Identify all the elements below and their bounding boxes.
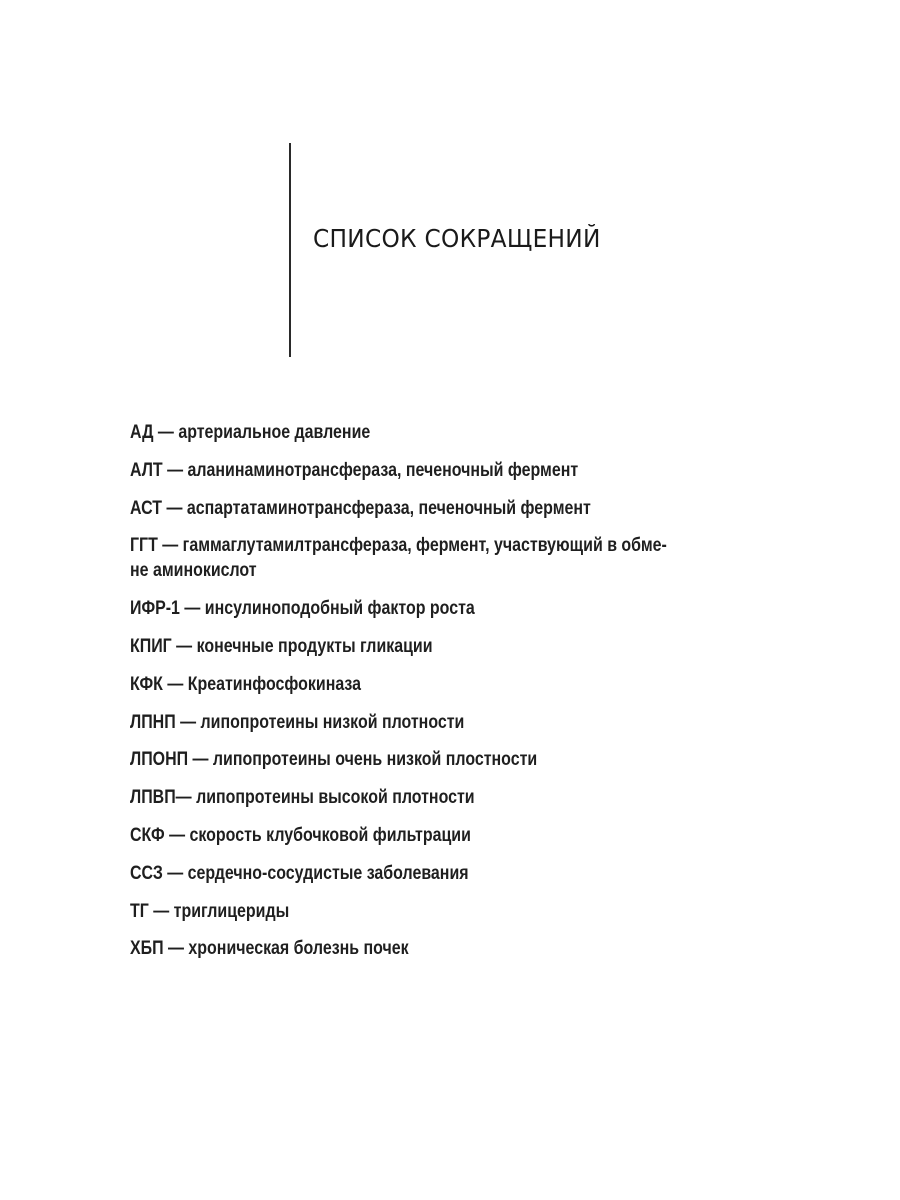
- abbreviation-item: [130, 710, 768, 735]
- abbreviation-separator: —: [162, 673, 188, 695]
- abbreviation-item: [130, 899, 768, 924]
- abbreviation-item: [130, 420, 768, 445]
- abbreviation-item: [130, 823, 768, 848]
- abbreviation-separator: —: [162, 459, 188, 481]
- abbreviation-separator: —: [171, 635, 197, 657]
- abbreviation-term: ГГТ: [130, 535, 158, 557]
- abbreviation-separator: —: [188, 749, 213, 771]
- abbreviation-definition: липопротеины низкой плотности: [200, 711, 465, 733]
- abbreviation-list: [130, 420, 770, 974]
- abbreviation-item: [130, 936, 768, 961]
- abbreviation-item: [130, 596, 768, 621]
- page-title: СПИСОК СОКРАЩЕНИЙ: [313, 224, 601, 253]
- abbreviation-item: [130, 861, 768, 886]
- abbreviation-definition: гаммаглутамилтрансфераза, фермент, участвующий в обме-: [182, 535, 667, 557]
- abbreviation-term: АД: [130, 422, 154, 443]
- abbreviation-separator: —: [179, 598, 205, 620]
- abbreviation-term: КПИГ: [130, 635, 172, 657]
- abbreviation-definition: хроническая болезнь почек: [188, 938, 409, 960]
- abbreviation-term: ЛПНП: [130, 711, 176, 733]
- abbreviation-definition: конечные продукты гликации: [196, 635, 433, 657]
- abbreviation-definition: Креатинфосфокиназа: [187, 673, 362, 695]
- abbreviation-term: ХБП: [130, 938, 164, 960]
- abbreviation-item: [130, 533, 768, 583]
- abbreviation-separator: —: [148, 900, 174, 922]
- abbreviation-term: ССЗ: [130, 862, 163, 884]
- abbreviation-term: КФК: [130, 673, 163, 695]
- abbreviation-item: [130, 672, 768, 697]
- abbreviation-item: [130, 747, 768, 772]
- abbreviation-definition: сердечно-сосудистые заболевания: [187, 862, 469, 884]
- abbreviation-definition: артериальное давление: [178, 422, 371, 443]
- abbreviation-item: [130, 634, 768, 659]
- abbreviation-term: АЛТ: [130, 459, 163, 481]
- abbreviation-term: ТГ: [130, 900, 149, 922]
- abbreviation-separator: —: [153, 422, 179, 443]
- title-vertical-rule: [289, 143, 291, 357]
- abbreviation-item: [130, 458, 768, 483]
- abbreviation-separator: —: [164, 824, 190, 846]
- abbreviation-definition: триглицериды: [173, 900, 290, 922]
- abbreviation-definition: аспартатаминотрансфераза, печеночный фермент: [186, 497, 591, 519]
- abbreviation-term: СКФ: [130, 824, 165, 846]
- abbreviation-definition: липопротеины высокой плотности: [196, 787, 475, 809]
- abbreviation-separator: —: [157, 535, 183, 557]
- abbreviation-definition: скорость клубочковой фильтрации: [189, 824, 471, 846]
- abbreviation-term: ИФР-1: [130, 598, 180, 620]
- abbreviation-separator: —: [162, 862, 188, 884]
- abbreviation-term: ЛПВП: [130, 787, 176, 809]
- abbreviation-separator: —: [175, 711, 201, 733]
- abbreviation-item: [130, 785, 768, 810]
- abbreviation-separator: —: [162, 497, 187, 519]
- abbreviation-separator: —: [175, 787, 197, 809]
- abbreviation-term: АСТ: [130, 497, 163, 519]
- abbreviation-item: [130, 496, 768, 521]
- abbreviation-separator: —: [163, 938, 189, 960]
- abbreviation-definition: липопротеины очень низкой плостности: [212, 749, 538, 771]
- abbreviation-definition-continued: не аминокислот: [130, 560, 257, 582]
- abbreviation-definition: аланинаминотрансфераза, печеночный фермент: [187, 459, 579, 481]
- abbreviation-definition: инсулиноподобный фактор роста: [204, 598, 475, 620]
- abbreviation-term: ЛПОНП: [130, 749, 189, 771]
